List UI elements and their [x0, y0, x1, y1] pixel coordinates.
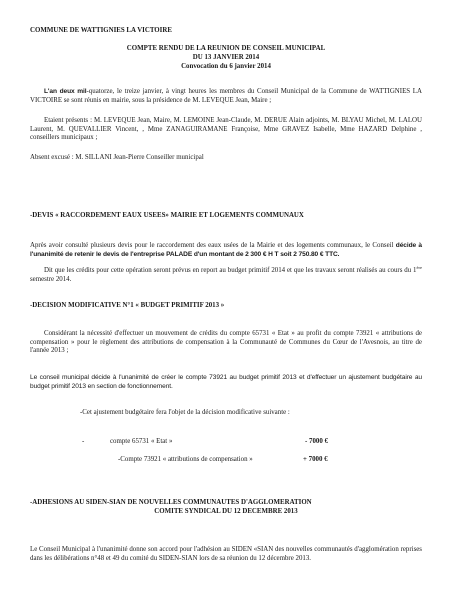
dm-row-2-amount: + 7000 €: [303, 456, 328, 463]
dm-paragraph-3: -Cet ajustement budgétaire fera l'objet de la décision modificative suivante :: [80, 409, 290, 416]
siden-subheading: COMITE SYNDICAL DU 12 DECEMBRE 2013: [154, 508, 298, 515]
devis-paragraph-1: [30, 242, 422, 259]
siden-paragraph: Le Conseil Municipal à l'unanimité donne son accord pour l'adhésion au SIDEN «SIAN des nouvelles communautés d'agglomération reprises dans les délibérations n°48 et 49 du comité du SIDEN-SIAN lors de sa réunion du 12 décembre 2013.: [30, 546, 422, 562]
devis-text-b: Dit que les crédits pour cette opération seront prévus en report au budget primitif 2014 et que les travaux seront réalisés au cours du 1: [44, 267, 417, 274]
section-heading-dm: -DECISION MODIFICATIVE N°1 « BUDGET PRIMITIF 2013 »: [30, 302, 225, 309]
intro-lead: L'an deux mil: [44, 88, 87, 95]
present-members: Etaient présents : M. LEVEQUE Jean, Maire, M. LEMOINE Jean-Claude, M. DERUE Alain adjoints, M. BLYAU Michel, M. LALOU Laurent, M. QUEVALLIER Vincent, , Mme ZANAGUIRAMANE Françoise, Mme GRAVEZ Isabelle, Mme HAZARD Delphine , conseillers municipaux ;: [30, 117, 422, 142]
dm-row-1-amount: - 7000 €: [305, 438, 328, 445]
section-heading-siden: -ADHESIONS AU SIDEN-SIAN DE NOUVELLES COMMUNAUTES D'AGGLOMERATION: [30, 499, 312, 506]
meeting-date: DU 13 JANVIER 2014: [192, 54, 260, 61]
dm-row-2-label: -Compte 73921 « attributions de compensation »: [118, 456, 253, 463]
dm-dash: -: [82, 438, 85, 445]
dm-paragraph-2: Le conseil municipal décide à l'unanimité de créer le compte 73921 au budget primitif 2013 et d'effectuer un ajustement budgétaire au budget primitif 2013 en section de fonctionnement.: [30, 374, 422, 390]
intro-text: -quatorze, le treize janvier, à vingt heures les membres du Conseil Municipal de la Commune de WATTIGNIES LA VICTOIRE se sont réunis en mairie, sous la présidence de M. LEVEQUE Jean, Maire ;: [30, 88, 422, 104]
document-title: COMPTE RENDU DE LA REUNION DE CONSEIL MUNICIPAL: [126, 45, 326, 52]
devis-sup: ère: [416, 265, 422, 270]
dm-paragraph-1: Considérant la nécessité d'effectuer un mouvement de crédits du compte 65731 « Etat » au profit du compte 73921 « attributions de compensation » pour le règlement des attributions de compensation à la Communauté de Communes du Cœur de l'Avesnois, au titre de l'année 2013 ;: [30, 330, 422, 355]
devis-paragraph-2: [30, 267, 422, 284]
absent-members: Absent excusé : M. SILLANI Jean-Pierre Conseiller municipal: [30, 154, 204, 161]
intro-paragraph: [30, 88, 422, 105]
devis-text-a: Après avoir consulté plusieurs devis pour le raccordement des eaux usées de la Mairie et des logements communaux, le Conseil: [30, 242, 394, 249]
dm-row-1-label: compte 65731 « Etat »: [110, 438, 173, 445]
section-heading-devis: -DEVIS « RACCORDEMENT EAUX USEES» MAIRIE ET LOGEMENTS COMMUNAUX: [30, 212, 304, 219]
commune-name: COMMUNE DE WATTIGNIES LA VICTOIRE: [30, 27, 172, 34]
devis-text-c: semestre 2014.: [30, 275, 72, 283]
convocation-date: Convocation du 6 janvier 2014: [181, 63, 271, 70]
devis-decision: décide à l'unanimité de retenir le devis de l'entreprise PALADE d'un montant de 2 300 € H T soit 2 750.80 € TTC.: [30, 242, 422, 258]
